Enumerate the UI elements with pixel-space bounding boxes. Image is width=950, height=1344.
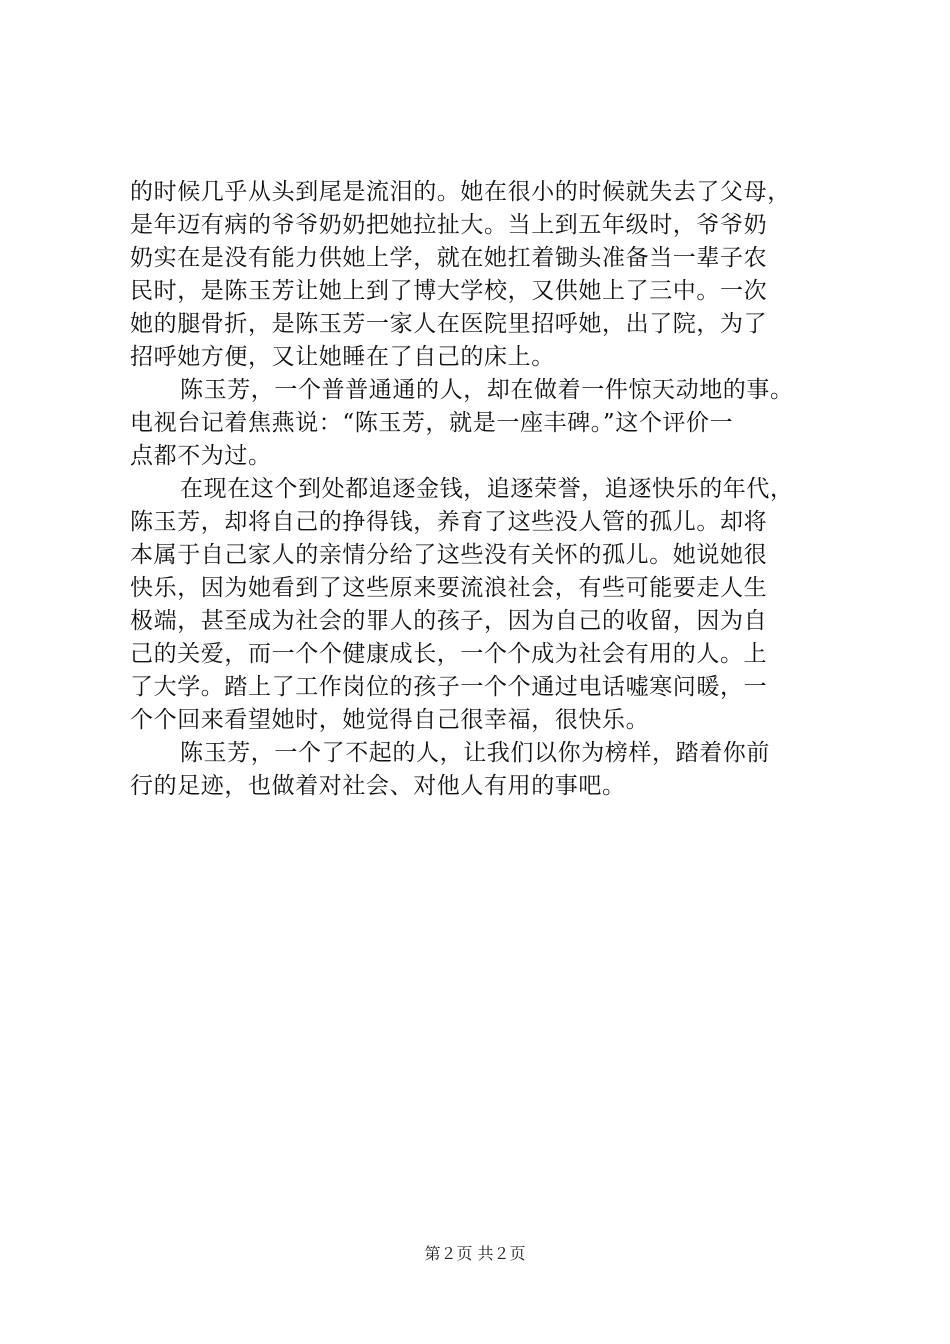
body-text	[130, 176, 830, 803]
text-line: 行的足迹，也做着对社会、对他人有用的事吧。	[130, 773, 626, 799]
text-line: 点都不为过。	[130, 443, 272, 469]
text-line: 的时候几乎从头到尾是流泪的。她在很小的时候就失去了父母，	[130, 179, 791, 205]
text-line: 极端，甚至成为社会的罪人的孩子，因为自己的收留，因为自	[130, 608, 768, 634]
text-line: 己的关爱，而一个个健康成长，一个个成为社会有用的人。上	[130, 641, 768, 667]
page-footer	[0, 1244, 950, 1264]
paragraph-start-line: 陈玉芳，一个了不起的人，让我们以你为榜样，踏着你前	[180, 740, 770, 766]
text-line: 快乐，因为她看到了这些原来要流浪社会，有些可能要走人生	[130, 575, 768, 601]
paragraph-start-line: 陈玉芳，一个普普通通的人，却在做着一件惊天动地的事。	[180, 377, 794, 403]
text-line: 她的腿骨折，是陈玉芳一家人在医院里招呼她，出了院，为了	[130, 311, 768, 337]
text-line: 个个回来看望她时，她觉得自己很幸福，很快乐。	[130, 707, 650, 733]
text-line: 招呼她方便，又让她睡在了自己的床上。	[130, 344, 555, 370]
text-line: 本属于自己家人的亲情分给了这些没有关怀的孤儿。她说她很	[130, 542, 768, 568]
text-line: 电视台记着焦燕说：“陈玉芳，就是一座丰碑。”这个评价一	[130, 410, 734, 436]
text-line: 奶实在是没有能力供她上学，就在她扛着锄头准备当一辈子农	[130, 245, 768, 271]
text-line: 是年迈有病的爷爷奶奶把她拉扯大。当上到五年级时，爷爷奶	[130, 212, 768, 238]
text-line: 民时，是陈玉芳让她上到了博大学校，又供她上了三中。一次	[130, 278, 768, 304]
text-line: 陈玉芳，却将自己的挣得钱，养育了这些没人管的孤儿。却将	[130, 509, 768, 535]
paragraph-start-line: 在现在这个到处都追逐金钱，追逐荣誉，追逐快乐的年代，	[180, 476, 794, 502]
text-line: 了大学。踏上了工作岗位的孩子一个个通过电话嘘寒问暖，一	[130, 674, 768, 700]
page-number-label: 第２页 共２页	[424, 1244, 526, 1263]
